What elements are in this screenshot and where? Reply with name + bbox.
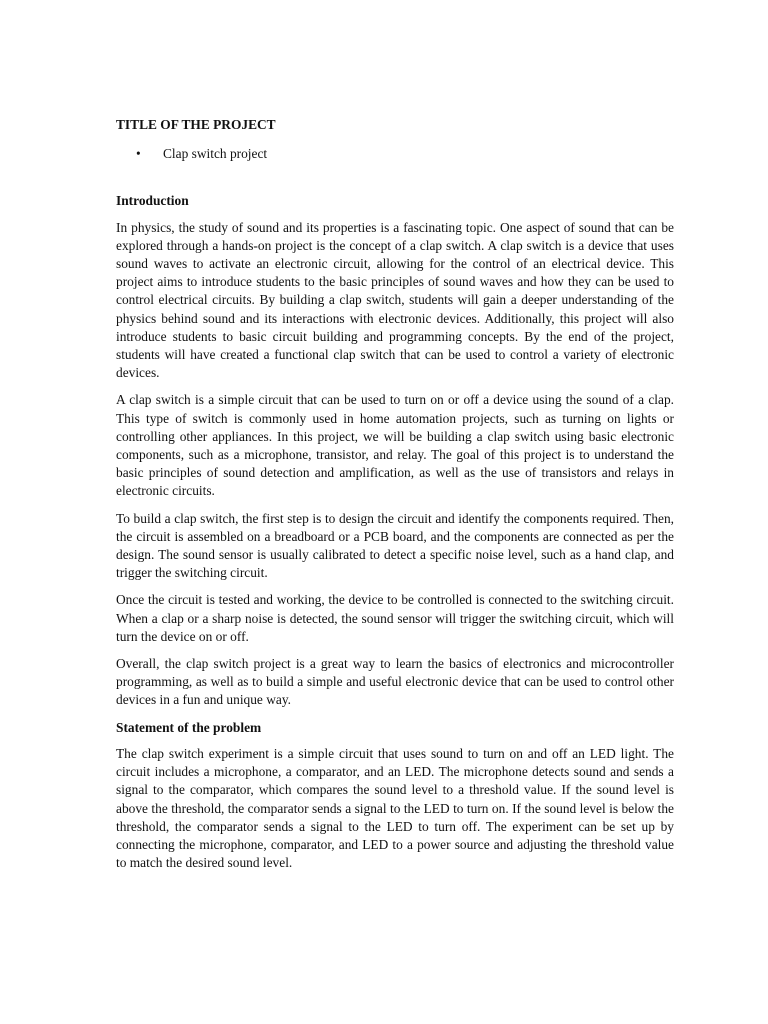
project-title-heading: TITLE OF THE PROJECT <box>116 117 276 132</box>
statement-paragraph: The clap switch experiment is a simple circuit that uses sound to turn on and off an LED light. The circuit includes a microphone, a comparator, and an LED. The microphone detects sound and sends a signal to the comparator, which compares the sound level to a threshold value. If the sound level is above the threshold, the comparator sends a signal to the LED to turn on. If the sound level is below the threshold, the comparator sends a signal to the LED to turn off. The experiment can be set up by connecting the microphone, comparator, and LED to a power source and adjusting the threshold value to match the desired sound level. <box>116 745 674 871</box>
introduction-paragraph: In physics, the study of sound and its properties is a fascinating topic. One aspect of sound that can be explored through a hands-on project is the concept of a clap switch. A clap switch is a device that uses sound waves to activate an electronic circuit, allowing for the control of an electrical device. This project aims to introduce students to the basic principles of sound waves and how they can be used to control electrical circuits. By building a clap switch, students will gain a deeper understanding of the physics behind sound and its interactions with electronic devices. Additionally, this project will also introduce students to basic circuit building and programming concepts. By the end of the project, students will have created a functional clap switch that can be used to control a variety of electronic devices. <box>116 219 674 381</box>
introduction-paragraph: Overall, the clap switch project is a great way to learn the basics of electronics and microcontroller programming, as well as to build a simple and useful electronic device that can be used to control other devices in a fun and unique way. <box>116 656 674 708</box>
list-item-text: Clap switch project <box>163 146 268 162</box>
statement-of-problem-heading: Statement of the problem <box>116 719 262 735</box>
list-item <box>116 145 674 163</box>
introduction-paragraph: Once the circuit is tested and working, the device to be controlled is connected to the switching circuit. When a clap or a sharp noise is detected, the sound sensor will trigger the switching circuit, which will turn the device on or off. <box>116 592 674 644</box>
introduction-paragraph: A clap switch is a simple circuit that can be used to turn on or off a device using the sound of a clap. This type of switch is commonly used in home automation projects, such as turning on lights or controlling other appliances. In this project, we will be building a clap switch using basic electronic components, such as a microphone, transistor, and relay. The goal of this project is to understand the basic principles of sound detection and amplification, as well as the use of transistors and relays in electronic circuits. <box>116 392 674 499</box>
document-page <box>116 116 674 881</box>
project-title-list <box>116 145 674 163</box>
bullet-icon: • <box>136 146 141 162</box>
introduction-heading: Introduction <box>116 193 189 209</box>
introduction-paragraph: To build a clap switch, the first step is to design the circuit and identify the components required. Then, the circuit is assembled on a breadboard or a PCB board, and the components are connected as per the design. The sound sensor is usually calibrated to detect a specific noise level, such as a hand clap, and trigger the switching circuit. <box>116 510 674 581</box>
